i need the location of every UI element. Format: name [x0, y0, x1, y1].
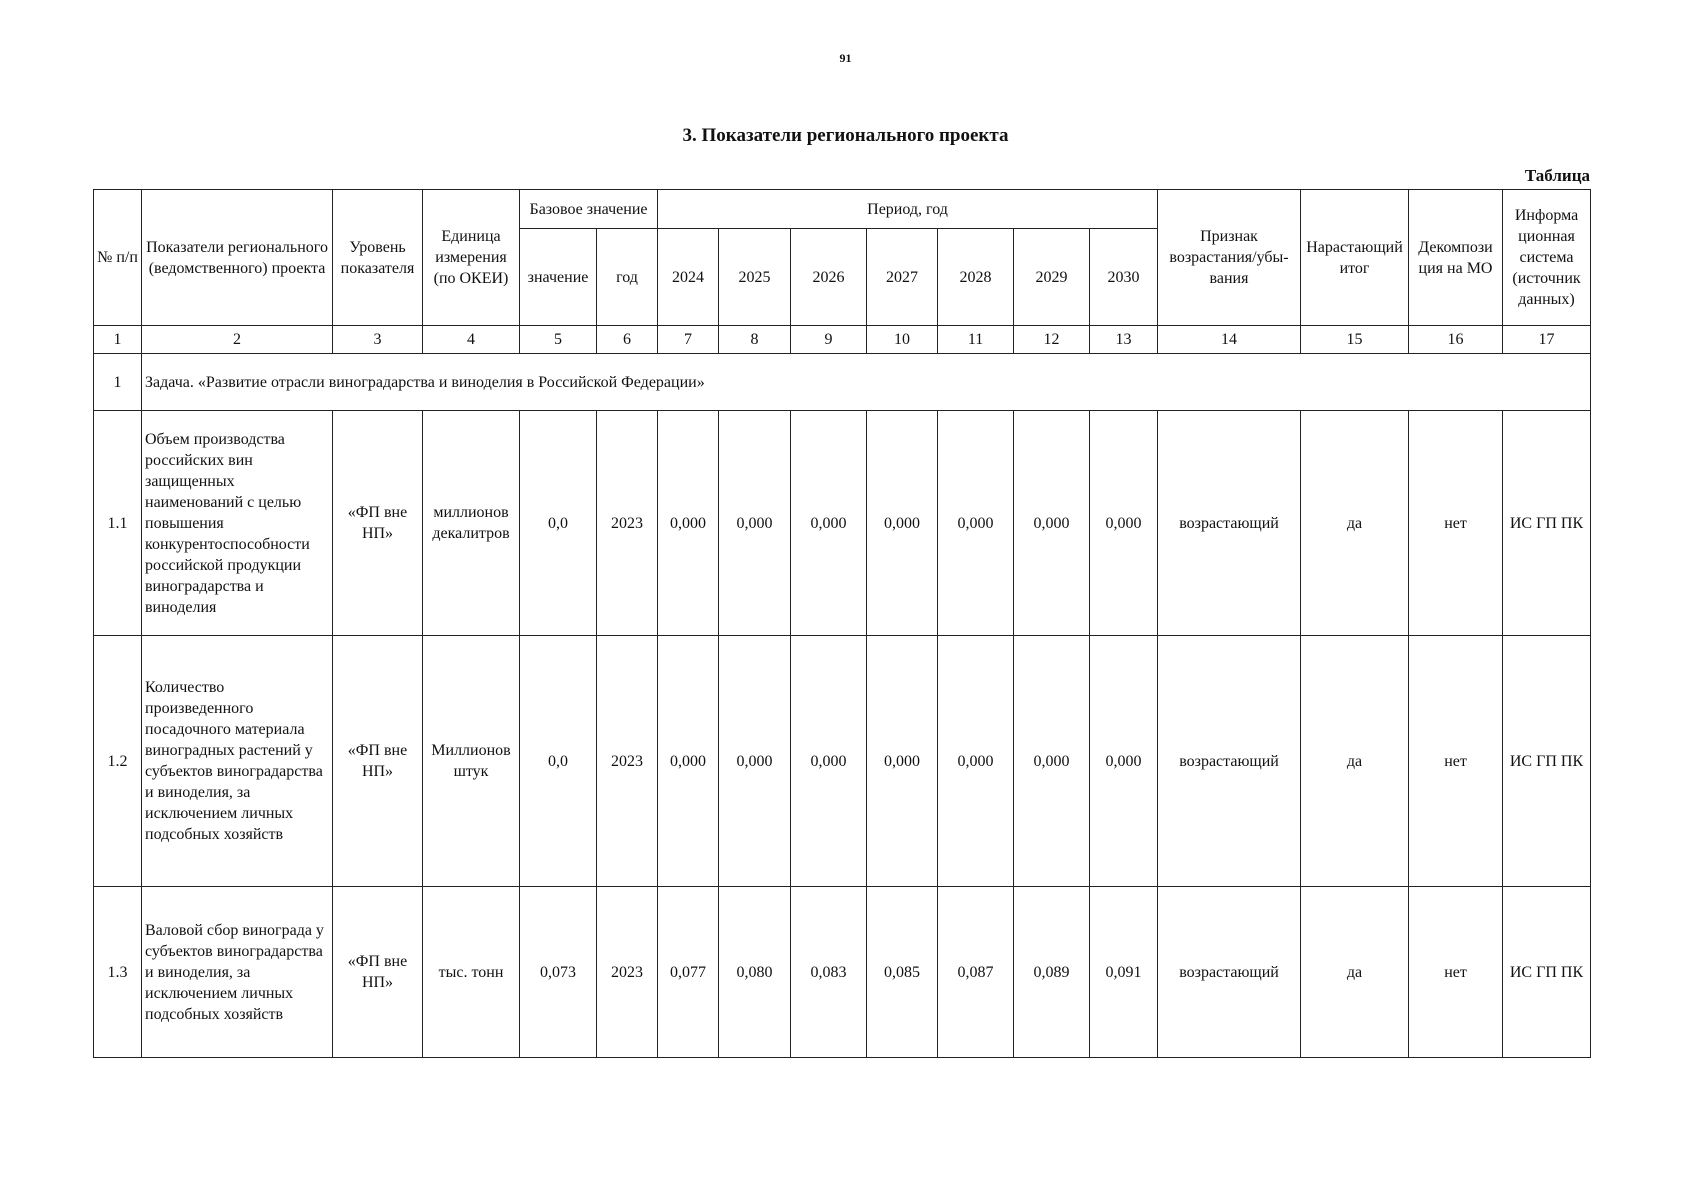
info-system: ИС ГП ПК	[1503, 636, 1591, 887]
header-year: 2027	[867, 229, 938, 326]
row-number: 1.3	[94, 887, 142, 1058]
year-value: 0,089	[1014, 887, 1090, 1058]
header-period: Период, год	[658, 190, 1158, 229]
column-number: 2	[142, 326, 333, 354]
header-base-year: год	[597, 229, 658, 326]
header-indicator: Показатели регионального (ведомственного) проекта	[142, 190, 333, 326]
trend: возрастающий	[1158, 636, 1301, 887]
trend: возрастающий	[1158, 887, 1301, 1058]
year-value: 0,000	[1014, 411, 1090, 636]
indicators-table	[93, 189, 1591, 1058]
info-system: ИС ГП ПК	[1503, 411, 1591, 636]
indicator-name: Количество произведенного посадочного материала виноградных растений у субъектов виноградарства и виноделия, за исключением личных подсобных хозяйств	[142, 636, 333, 887]
document-title: 3. Показатели регионального проекта	[682, 125, 1009, 146]
column-number: 5	[520, 326, 597, 354]
column-number: 10	[867, 326, 938, 354]
header-num: № п/п	[94, 190, 142, 326]
row-number: 1.2	[94, 636, 142, 887]
task-row	[94, 354, 1591, 411]
header-info-system: Информа ционная система (источник данных)	[1503, 190, 1591, 326]
column-number: 7	[658, 326, 719, 354]
year-value: 0,000	[1090, 636, 1158, 887]
column-number: 11	[938, 326, 1014, 354]
column-number: 1	[94, 326, 142, 354]
year-value: 0,000	[867, 636, 938, 887]
decomposition: нет	[1409, 887, 1503, 1058]
header-year: 2024	[658, 229, 719, 326]
header-decomposition: Декомпози ция на МО	[1409, 190, 1503, 326]
indicator-unit: Миллионов штук	[423, 636, 520, 887]
header-year: 2025	[719, 229, 791, 326]
base-value: 0,0	[520, 636, 597, 887]
task-number: 1	[94, 354, 142, 411]
header-level: Уровень показателя	[333, 190, 423, 326]
table-caption: Таблица	[1524, 166, 1590, 185]
column-number: 15	[1301, 326, 1409, 354]
year-value: 0,077	[658, 887, 719, 1058]
indicator-level: «ФП вне НП»	[333, 411, 423, 636]
year-value: 0,000	[938, 411, 1014, 636]
column-number: 3	[333, 326, 423, 354]
header-trend: Признак возрастания/убы-вания	[1158, 190, 1301, 326]
year-value: 0,000	[1014, 636, 1090, 887]
base-value: 0,073	[520, 887, 597, 1058]
header-row-top	[94, 190, 1591, 229]
year-value: 0,000	[1090, 411, 1158, 636]
row-number: 1.1	[94, 411, 142, 636]
header-year: 2028	[938, 229, 1014, 326]
indicator-name: Объем производства российских вин защищенных наименований с целью повышения конкурентоспособности российской продукции виноградарства и виноделия	[142, 411, 333, 636]
column-number: 12	[1014, 326, 1090, 354]
indicator-unit: миллионов декалитров	[423, 411, 520, 636]
column-number: 17	[1503, 326, 1591, 354]
indicator-name: Валовой сбор винограда у субъектов виноградарства и виноделия, за исключением личных подсобных хозяйств	[142, 887, 333, 1058]
cumulative: да	[1301, 411, 1409, 636]
column-number: 16	[1409, 326, 1503, 354]
column-number: 6	[597, 326, 658, 354]
column-number: 14	[1158, 326, 1301, 354]
year-value: 0,000	[938, 636, 1014, 887]
year-value: 0,080	[719, 887, 791, 1058]
year-value: 0,087	[938, 887, 1014, 1058]
column-number: 8	[719, 326, 791, 354]
header-year: 2029	[1014, 229, 1090, 326]
base-value: 0,0	[520, 411, 597, 636]
base-year: 2023	[597, 411, 658, 636]
year-value: 0,000	[658, 636, 719, 887]
table-row	[94, 411, 1591, 636]
year-value: 0,000	[791, 411, 867, 636]
year-value: 0,083	[791, 887, 867, 1058]
base-year: 2023	[597, 887, 658, 1058]
year-value: 0,085	[867, 887, 938, 1058]
cumulative: да	[1301, 636, 1409, 887]
info-system: ИС ГП ПК	[1503, 887, 1591, 1058]
indicator-unit: тыс. тонн	[423, 887, 520, 1058]
page-number: 91	[839, 51, 852, 65]
header-base: Базовое значение	[520, 190, 658, 229]
header-unit: Единица измерения (по ОКЕИ)	[423, 190, 520, 326]
column-number: 9	[791, 326, 867, 354]
table-row	[94, 636, 1591, 887]
trend: возрастающий	[1158, 411, 1301, 636]
year-value: 0,000	[867, 411, 938, 636]
header-cumulative: Нарастающий итог	[1301, 190, 1409, 326]
cumulative: да	[1301, 887, 1409, 1058]
task-text: Задача. «Развитие отрасли виноградарства и виноделия в Российской Федерации»	[142, 354, 1591, 411]
decomposition: нет	[1409, 411, 1503, 636]
column-number: 4	[423, 326, 520, 354]
header-year: 2030	[1090, 229, 1158, 326]
indicator-level: «ФП вне НП»	[333, 887, 423, 1058]
header-year: 2026	[791, 229, 867, 326]
year-value: 0,091	[1090, 887, 1158, 1058]
year-value: 0,000	[658, 411, 719, 636]
indicator-level: «ФП вне НП»	[333, 636, 423, 887]
header-base-value: значение	[520, 229, 597, 326]
year-value: 0,000	[791, 636, 867, 887]
table-row	[94, 887, 1591, 1058]
year-value: 0,000	[719, 636, 791, 887]
column-number: 13	[1090, 326, 1158, 354]
decomposition: нет	[1409, 636, 1503, 887]
base-year: 2023	[597, 636, 658, 887]
column-number-row	[94, 326, 1591, 354]
year-value: 0,000	[719, 411, 791, 636]
